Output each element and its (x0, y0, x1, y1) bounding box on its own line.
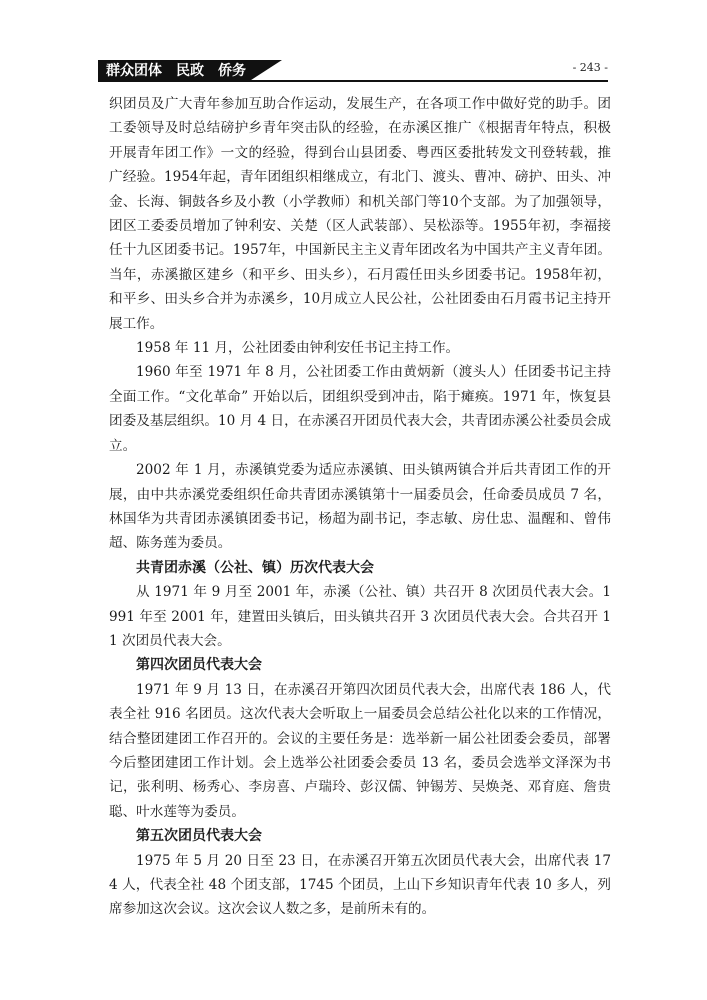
paragraph: 1958 年 11 月，公社团委由钟利安任书记主持工作。 (136, 340, 460, 357)
header-section-tab (98, 60, 248, 82)
section-heading: 第四次团员代表大会 (136, 657, 262, 674)
paragraph: 2002 年 1 月，赤溪镇党委为适应赤溪镇、田头镇两镇合并后共青团工作的开展，由中共赤溪党委组织任命共青团赤溪镇第十一届委员会，任命委员成员 7 名，林国华为共青团赤溪镇团委书记，杨超为副书记，李志敏、房仕忠、温醒和、曾伟超、陈务莲为委员。 (109, 462, 611, 552)
page-body (109, 92, 611, 922)
header-rule (248, 80, 608, 82)
paragraph: 1975 年 5 月 20 日至 23 日，在赤溪召开第五次团员代表大会，出席代表 174 人，代表全社 48 个团支部，1745 个团员，上山下乡知识青年代表 10 多人，列席参加这次会议。这次会议人数之多，是前所未有的。 (109, 852, 611, 918)
paragraph: 1971 年 9 月 13 日，在赤溪召开第四次团员代表大会，出席代表 186 人，代表全社 916 名团员。这次代表大会听取上一届委员会总结公社化以来的工作情况，结合整团建团工作召开的。会议的主要任务是：选举新一届公社团委会委员，部署今后整团建团工作计划。会上选举公社团委会委员 13 名，委员会选举文泽深为书记，张利明、杨秀心、李房喜、卢瑞玲、彭汉儒、钟锡芳、吴焕尧、邓育庭、詹贵聪、叶水莲等为委员。 (109, 681, 611, 820)
section-heading: 共青团赤溪（公社、镇）历次代表大会 (136, 559, 374, 576)
header-tab-slant (248, 60, 282, 82)
section-heading: 第五次团员代表大会 (136, 828, 262, 845)
paragraph: 从 1971 年 9 月至 2001 年，赤溪（公社、镇）共召开 8 次团员代表大会。1991 年至 2001 年，建置田头镇后，田头镇共召开 3 次团员代表大会。合共召开 11 次团员代表大会。 (109, 584, 611, 649)
section-title: 群众团体 民政 侨务 (106, 63, 246, 79)
running-header (98, 60, 608, 82)
page-number: - 243 - (572, 61, 608, 74)
paragraph: 1960 年至 1971 年 8 月，公社团委工作由黄炳新（渡头人）任团委书记主持全面工作。“文化革命” 开始以后，团组织受到冲击，陷于瘫痪。1971 年，恢复县团委及基层组织。10 月 4 日，在赤溪召开团员代表大会，共青团赤溪公社委员会成立。 (109, 364, 611, 454)
paragraph: 织团员及广大青年参加互助合作运动，发展生产，在各项工作中做好党的助手。团工委领导及时总结磅护乡青年突击队的经验，在赤溪区推广《根据青年特点，积极开展青年团工作》一文的经验，得到台山县团委、粤西区委批转发文刊登转载，推广经验。1954年起，青年团组织相继成立，有北门、渡头、曹冲、磅护、田头、冲金、长海、铜鼓各乡及小教（小学教师）和机关部门等10个支部。为了加强领导，团区工委委员增加了钟利安、关楚（区人武装部）、吴松添等。1955年初，李福接任十九区团委书记。1957年，中国新民主主义青年团改名为中国共产主义青年团。当年，赤溪撤区建乡（和平乡、田头乡），石月霞任田头乡团委书记。1958年初，和平乡、田头乡合并为赤溪乡，10月成立人民公社，公社团委由石月霞书记主持开展工作。 (109, 96, 611, 332)
